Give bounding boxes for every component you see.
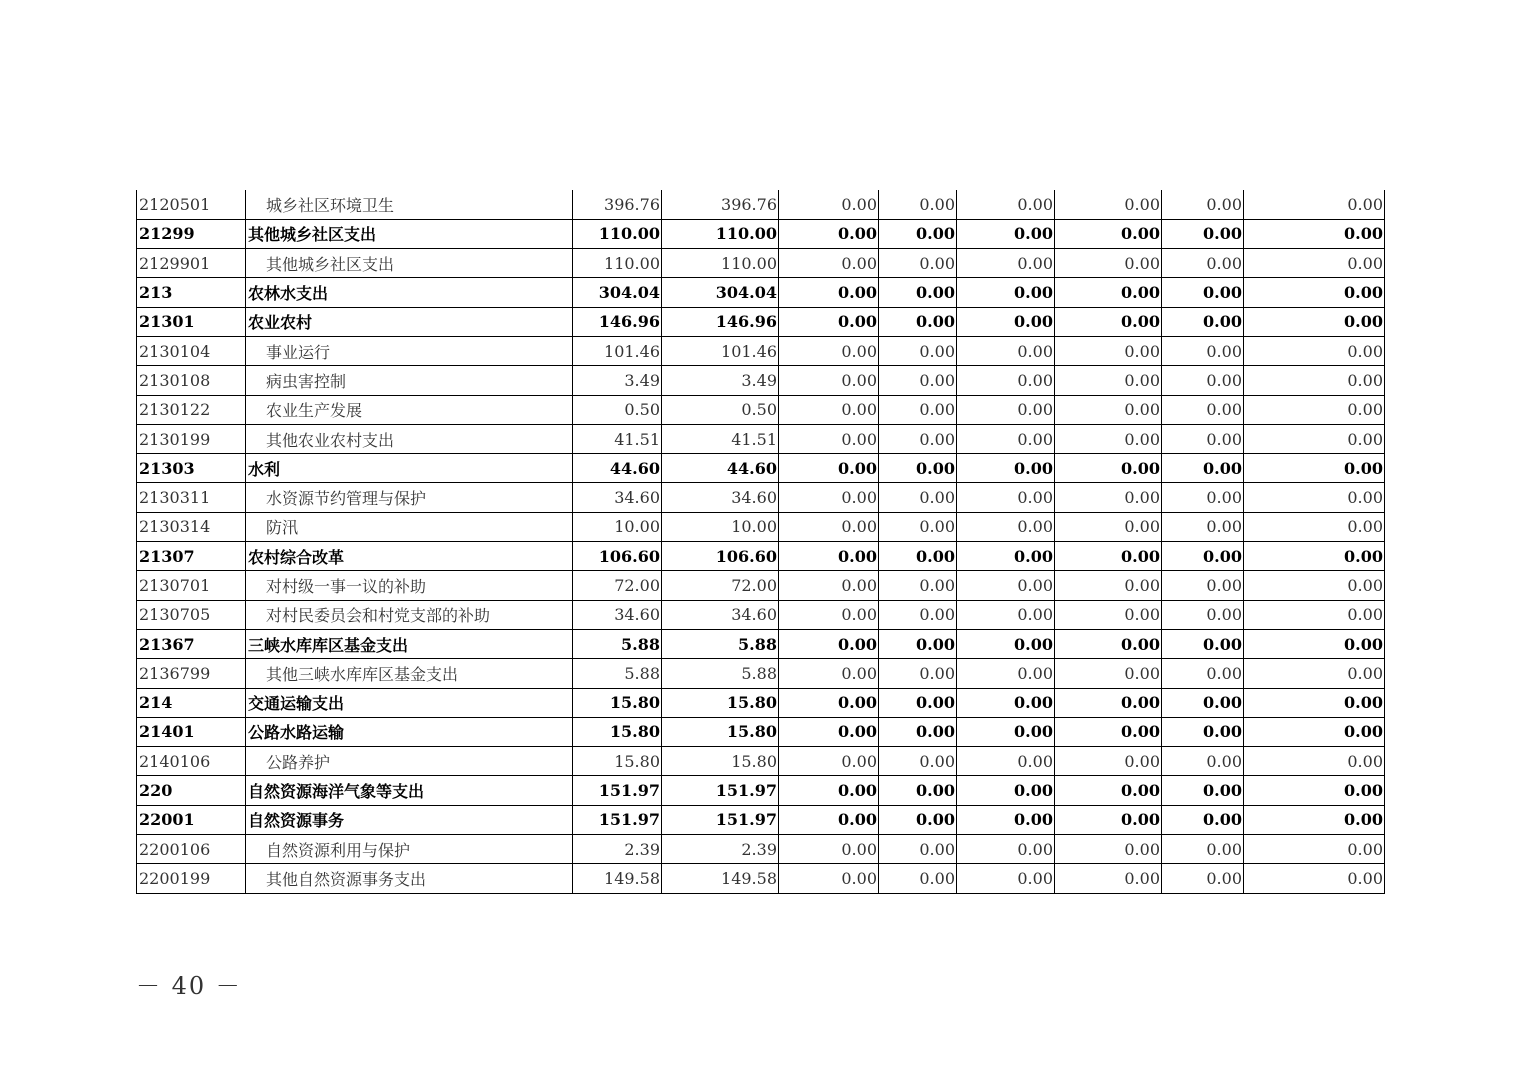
row-value-cell: 0.00: [1244, 835, 1385, 864]
row-value-cell: 3.49: [662, 366, 779, 395]
row-value-cell: 0.00: [1055, 395, 1162, 424]
row-value-cell: 5.88: [662, 659, 779, 688]
row-value-cell: 0.00: [1055, 600, 1162, 629]
row-value-cell: 10.00: [662, 512, 779, 541]
row-value-cell: 34.60: [662, 600, 779, 629]
row-value-cell: 396.76: [573, 190, 662, 219]
row-value-cell: 0.00: [879, 249, 957, 278]
row-value-cell: 15.80: [662, 688, 779, 717]
row-code-cell: 214: [137, 688, 246, 717]
row-value-cell: 0.00: [779, 454, 879, 483]
row-value-cell: 0.00: [1055, 366, 1162, 395]
page-number: － 40 －: [136, 972, 242, 1000]
row-value-cell: 0.00: [1055, 805, 1162, 834]
row-value-cell: 0.00: [1162, 454, 1244, 483]
row-value-cell: 0.00: [1055, 483, 1162, 512]
row-value-cell: 0.00: [779, 219, 879, 248]
row-value-cell: 0.00: [1244, 483, 1385, 512]
row-value-cell: 0.00: [879, 454, 957, 483]
row-code-cell: 213: [137, 278, 246, 307]
row-value-cell: 0.00: [1244, 336, 1385, 365]
table-row: [137, 512, 1385, 541]
row-value-cell: 44.60: [573, 454, 662, 483]
row-value-cell: 0.00: [1162, 366, 1244, 395]
row-value-cell: 110.00: [573, 219, 662, 248]
row-value-cell: 0.00: [1162, 512, 1244, 541]
row-value-cell: 0.00: [957, 336, 1055, 365]
row-value-cell: 0.00: [957, 864, 1055, 893]
row-value-cell: 0.00: [1244, 190, 1385, 219]
row-value-cell: 0.00: [1162, 659, 1244, 688]
row-value-cell: 0.00: [779, 366, 879, 395]
row-value-cell: 0.00: [1162, 483, 1244, 512]
row-value-cell: 15.80: [662, 747, 779, 776]
row-value-cell: 34.60: [573, 483, 662, 512]
table-row: [137, 278, 1385, 307]
row-value-cell: 0.00: [1244, 278, 1385, 307]
row-name-cell: 其他自然资源事务支出: [246, 864, 573, 893]
row-value-cell: 0.00: [1162, 307, 1244, 336]
row-value-cell: 34.60: [662, 483, 779, 512]
row-value-cell: 0.00: [957, 629, 1055, 658]
row-value-cell: 0.00: [1055, 747, 1162, 776]
table-row: [137, 249, 1385, 278]
row-code-cell: 2120501: [137, 190, 246, 219]
row-name-cell: 其他城乡社区支出: [246, 219, 573, 248]
table-row: [137, 336, 1385, 365]
row-value-cell: 0.00: [1055, 629, 1162, 658]
row-value-cell: 0.00: [957, 688, 1055, 717]
row-value-cell: 0.00: [879, 542, 957, 571]
row-value-cell: 0.00: [1055, 249, 1162, 278]
row-value-cell: 0.00: [957, 600, 1055, 629]
row-code-cell: 22001: [137, 805, 246, 834]
row-value-cell: 2.39: [662, 835, 779, 864]
row-value-cell: 0.00: [1162, 835, 1244, 864]
row-value-cell: 0.50: [662, 395, 779, 424]
row-value-cell: 106.60: [573, 542, 662, 571]
row-value-cell: 15.80: [573, 717, 662, 746]
row-value-cell: 0.00: [1244, 747, 1385, 776]
row-value-cell: 0.00: [957, 366, 1055, 395]
row-value-cell: 3.49: [573, 366, 662, 395]
table-row: [137, 219, 1385, 248]
row-name-cell: 三峡水库库区基金支出: [246, 629, 573, 658]
row-value-cell: 15.80: [573, 747, 662, 776]
row-value-cell: 0.00: [957, 219, 1055, 248]
row-value-cell: 151.97: [662, 805, 779, 834]
row-code-cell: 2130199: [137, 424, 246, 453]
row-value-cell: 0.00: [879, 805, 957, 834]
row-value-cell: 0.00: [879, 307, 957, 336]
table-row: [137, 835, 1385, 864]
row-value-cell: 0.00: [779, 395, 879, 424]
row-name-cell: 其他城乡社区支出: [246, 249, 573, 278]
row-value-cell: 0.00: [779, 864, 879, 893]
row-value-cell: 0.00: [779, 747, 879, 776]
row-name-cell: 水资源节约管理与保护: [246, 483, 573, 512]
row-value-cell: 41.51: [573, 424, 662, 453]
row-value-cell: 0.00: [1162, 571, 1244, 600]
row-value-cell: 0.00: [879, 717, 957, 746]
row-value-cell: 151.97: [573, 805, 662, 834]
row-value-cell: 0.00: [957, 249, 1055, 278]
row-value-cell: 15.80: [662, 717, 779, 746]
row-value-cell: 0.00: [1162, 219, 1244, 248]
row-value-cell: 41.51: [662, 424, 779, 453]
row-value-cell: 151.97: [573, 776, 662, 805]
row-value-cell: 0.00: [779, 600, 879, 629]
row-value-cell: 0.00: [879, 424, 957, 453]
row-value-cell: 0.00: [1244, 424, 1385, 453]
row-value-cell: 0.00: [1244, 864, 1385, 893]
row-value-cell: 0.00: [1244, 249, 1385, 278]
table-row: [137, 395, 1385, 424]
row-value-cell: 0.00: [779, 249, 879, 278]
row-value-cell: 0.00: [879, 629, 957, 658]
row-value-cell: 101.46: [573, 336, 662, 365]
row-code-cell: 21401: [137, 717, 246, 746]
row-value-cell: 0.00: [957, 542, 1055, 571]
row-value-cell: 0.00: [1055, 688, 1162, 717]
row-value-cell: 0.00: [879, 659, 957, 688]
row-value-cell: 0.00: [779, 835, 879, 864]
row-value-cell: 146.96: [573, 307, 662, 336]
row-value-cell: 0.00: [1244, 395, 1385, 424]
row-value-cell: 0.00: [1055, 336, 1162, 365]
table-row: [137, 688, 1385, 717]
row-value-cell: 0.00: [779, 688, 879, 717]
table-row: [137, 864, 1385, 893]
row-value-cell: 2.39: [573, 835, 662, 864]
row-code-cell: 2130311: [137, 483, 246, 512]
table-body: [137, 190, 1385, 893]
row-value-cell: 0.00: [779, 278, 879, 307]
row-name-cell: 防汛: [246, 512, 573, 541]
row-value-cell: 0.00: [1244, 659, 1385, 688]
row-value-cell: 0.00: [957, 190, 1055, 219]
row-value-cell: 0.00: [1055, 571, 1162, 600]
row-value-cell: 0.00: [1244, 219, 1385, 248]
row-value-cell: 0.00: [1162, 424, 1244, 453]
row-value-cell: 0.00: [779, 659, 879, 688]
row-code-cell: 21303: [137, 454, 246, 483]
row-code-cell: 2140106: [137, 747, 246, 776]
row-value-cell: 0.00: [957, 776, 1055, 805]
row-value-cell: 0.00: [1055, 424, 1162, 453]
row-value-cell: 0.00: [779, 190, 879, 219]
row-value-cell: 0.00: [879, 571, 957, 600]
row-value-cell: 0.50: [573, 395, 662, 424]
row-value-cell: 0.00: [779, 424, 879, 453]
row-value-cell: 0.00: [1055, 219, 1162, 248]
row-value-cell: 146.96: [662, 307, 779, 336]
row-name-cell: 自然资源海洋气象等支出: [246, 776, 573, 805]
row-value-cell: 0.00: [779, 512, 879, 541]
row-value-cell: 151.97: [662, 776, 779, 805]
row-value-cell: 0.00: [879, 512, 957, 541]
row-value-cell: 0.00: [1055, 542, 1162, 571]
row-name-cell: 其他农业农村支出: [246, 424, 573, 453]
row-name-cell: 城乡社区环境卫生: [246, 190, 573, 219]
row-value-cell: 5.88: [662, 629, 779, 658]
row-value-cell: 0.00: [1244, 688, 1385, 717]
row-value-cell: 0.00: [1162, 688, 1244, 717]
row-value-cell: 106.60: [662, 542, 779, 571]
row-name-cell: 自然资源事务: [246, 805, 573, 834]
table-row: [137, 454, 1385, 483]
row-value-cell: 0.00: [1162, 249, 1244, 278]
row-value-cell: 0.00: [879, 190, 957, 219]
row-value-cell: 0.00: [1244, 454, 1385, 483]
row-value-cell: 0.00: [779, 717, 879, 746]
row-value-cell: 0.00: [957, 717, 1055, 746]
row-value-cell: 0.00: [1244, 307, 1385, 336]
row-value-cell: 0.00: [1162, 864, 1244, 893]
row-code-cell: 2200199: [137, 864, 246, 893]
row-code-cell: 220: [137, 776, 246, 805]
row-value-cell: 0.00: [1162, 629, 1244, 658]
table-row: [137, 571, 1385, 600]
row-value-cell: 0.00: [1055, 776, 1162, 805]
row-name-cell: 其他三峡水库库区基金支出: [246, 659, 573, 688]
row-code-cell: 21367: [137, 629, 246, 658]
row-name-cell: 自然资源利用与保护: [246, 835, 573, 864]
row-value-cell: 110.00: [662, 249, 779, 278]
row-code-cell: 2130314: [137, 512, 246, 541]
row-value-cell: 0.00: [1162, 395, 1244, 424]
row-value-cell: 110.00: [573, 249, 662, 278]
row-value-cell: 0.00: [1244, 600, 1385, 629]
row-code-cell: 2136799: [137, 659, 246, 688]
row-value-cell: 0.00: [779, 307, 879, 336]
row-value-cell: 0.00: [779, 483, 879, 512]
row-value-cell: 304.04: [573, 278, 662, 307]
table-row: [137, 805, 1385, 834]
row-value-cell: 0.00: [1162, 336, 1244, 365]
row-value-cell: 0.00: [1162, 717, 1244, 746]
row-value-cell: 5.88: [573, 629, 662, 658]
row-value-cell: 0.00: [879, 483, 957, 512]
row-value-cell: 0.00: [1162, 805, 1244, 834]
row-value-cell: 0.00: [1055, 717, 1162, 746]
row-value-cell: 0.00: [1244, 629, 1385, 658]
row-name-cell: 对村级一事一议的补助: [246, 571, 573, 600]
row-value-cell: 0.00: [779, 805, 879, 834]
row-code-cell: 2130122: [137, 395, 246, 424]
row-name-cell: 农业生产发展: [246, 395, 573, 424]
row-value-cell: 0.00: [879, 864, 957, 893]
row-code-cell: 21307: [137, 542, 246, 571]
row-value-cell: 304.04: [662, 278, 779, 307]
row-value-cell: 0.00: [1162, 747, 1244, 776]
row-value-cell: 110.00: [662, 219, 779, 248]
row-value-cell: 0.00: [1055, 307, 1162, 336]
row-name-cell: 水利: [246, 454, 573, 483]
row-value-cell: 0.00: [957, 571, 1055, 600]
row-code-cell: 2200106: [137, 835, 246, 864]
row-value-cell: 0.00: [957, 424, 1055, 453]
row-value-cell: 0.00: [957, 747, 1055, 776]
row-value-cell: 44.60: [662, 454, 779, 483]
row-value-cell: 0.00: [1244, 717, 1385, 746]
table-row: [137, 366, 1385, 395]
table-row: [137, 717, 1385, 746]
row-value-cell: 0.00: [957, 835, 1055, 864]
row-value-cell: 0.00: [1244, 571, 1385, 600]
row-name-cell: 农林水支出: [246, 278, 573, 307]
row-name-cell: 公路养护: [246, 747, 573, 776]
row-value-cell: 0.00: [879, 688, 957, 717]
row-value-cell: 72.00: [573, 571, 662, 600]
row-code-cell: 2129901: [137, 249, 246, 278]
row-value-cell: 0.00: [957, 805, 1055, 834]
table-row: [137, 307, 1385, 336]
row-value-cell: 0.00: [879, 336, 957, 365]
row-value-cell: 0.00: [957, 278, 1055, 307]
row-value-cell: 0.00: [1244, 512, 1385, 541]
row-value-cell: 0.00: [1244, 542, 1385, 571]
table-row: [137, 776, 1385, 805]
row-name-cell: 事业运行: [246, 336, 573, 365]
row-value-cell: 0.00: [1055, 512, 1162, 541]
row-value-cell: 0.00: [779, 336, 879, 365]
row-value-cell: 0.00: [1244, 805, 1385, 834]
row-code-cell: 21299: [137, 219, 246, 248]
table-row: [137, 600, 1385, 629]
row-value-cell: 0.00: [1055, 454, 1162, 483]
row-value-cell: 0.00: [879, 219, 957, 248]
row-value-cell: 0.00: [779, 571, 879, 600]
row-value-cell: 101.46: [662, 336, 779, 365]
row-value-cell: 0.00: [1162, 278, 1244, 307]
row-value-cell: 10.00: [573, 512, 662, 541]
table-row: [137, 747, 1385, 776]
row-value-cell: 0.00: [779, 629, 879, 658]
row-value-cell: 0.00: [1055, 835, 1162, 864]
row-value-cell: 0.00: [1055, 659, 1162, 688]
row-value-cell: 0.00: [957, 454, 1055, 483]
row-code-cell: 2130108: [137, 366, 246, 395]
row-value-cell: 0.00: [879, 747, 957, 776]
row-value-cell: 149.58: [573, 864, 662, 893]
row-name-cell: 农村综合改革: [246, 542, 573, 571]
row-value-cell: 0.00: [879, 366, 957, 395]
row-value-cell: 0.00: [1162, 542, 1244, 571]
row-value-cell: 0.00: [957, 307, 1055, 336]
row-name-cell: 对村民委员会和村党支部的补助: [246, 600, 573, 629]
table-row: [137, 659, 1385, 688]
row-value-cell: 15.80: [573, 688, 662, 717]
row-code-cell: 2130701: [137, 571, 246, 600]
row-value-cell: 0.00: [957, 512, 1055, 541]
budget-expenditure-table: [136, 190, 1385, 894]
row-value-cell: 0.00: [1244, 366, 1385, 395]
row-value-cell: 0.00: [879, 835, 957, 864]
row-value-cell: 72.00: [662, 571, 779, 600]
row-value-cell: 149.58: [662, 864, 779, 893]
row-value-cell: 0.00: [1162, 776, 1244, 805]
table-row: [137, 424, 1385, 453]
row-value-cell: 0.00: [1055, 190, 1162, 219]
row-value-cell: 396.76: [662, 190, 779, 219]
table-row: [137, 542, 1385, 571]
row-name-cell: 病虫害控制: [246, 366, 573, 395]
table-row: [137, 190, 1385, 219]
row-code-cell: 21301: [137, 307, 246, 336]
row-value-cell: 34.60: [573, 600, 662, 629]
row-value-cell: 0.00: [879, 600, 957, 629]
row-value-cell: 0.00: [957, 483, 1055, 512]
row-code-cell: 2130705: [137, 600, 246, 629]
row-value-cell: 0.00: [1055, 278, 1162, 307]
row-name-cell: 交通运输支出: [246, 688, 573, 717]
row-value-cell: 5.88: [573, 659, 662, 688]
row-value-cell: 0.00: [879, 776, 957, 805]
row-name-cell: 公路水路运输: [246, 717, 573, 746]
row-value-cell: 0.00: [957, 659, 1055, 688]
row-value-cell: 0.00: [879, 278, 957, 307]
row-name-cell: 农业农村: [246, 307, 573, 336]
row-value-cell: 0.00: [779, 776, 879, 805]
row-value-cell: 0.00: [957, 395, 1055, 424]
row-value-cell: 0.00: [1244, 776, 1385, 805]
row-value-cell: 0.00: [879, 395, 957, 424]
row-value-cell: 0.00: [779, 542, 879, 571]
row-value-cell: 0.00: [1162, 600, 1244, 629]
table-row: [137, 483, 1385, 512]
table-row: [137, 629, 1385, 658]
row-value-cell: 0.00: [1162, 190, 1244, 219]
row-value-cell: 0.00: [1055, 864, 1162, 893]
row-code-cell: 2130104: [137, 336, 246, 365]
